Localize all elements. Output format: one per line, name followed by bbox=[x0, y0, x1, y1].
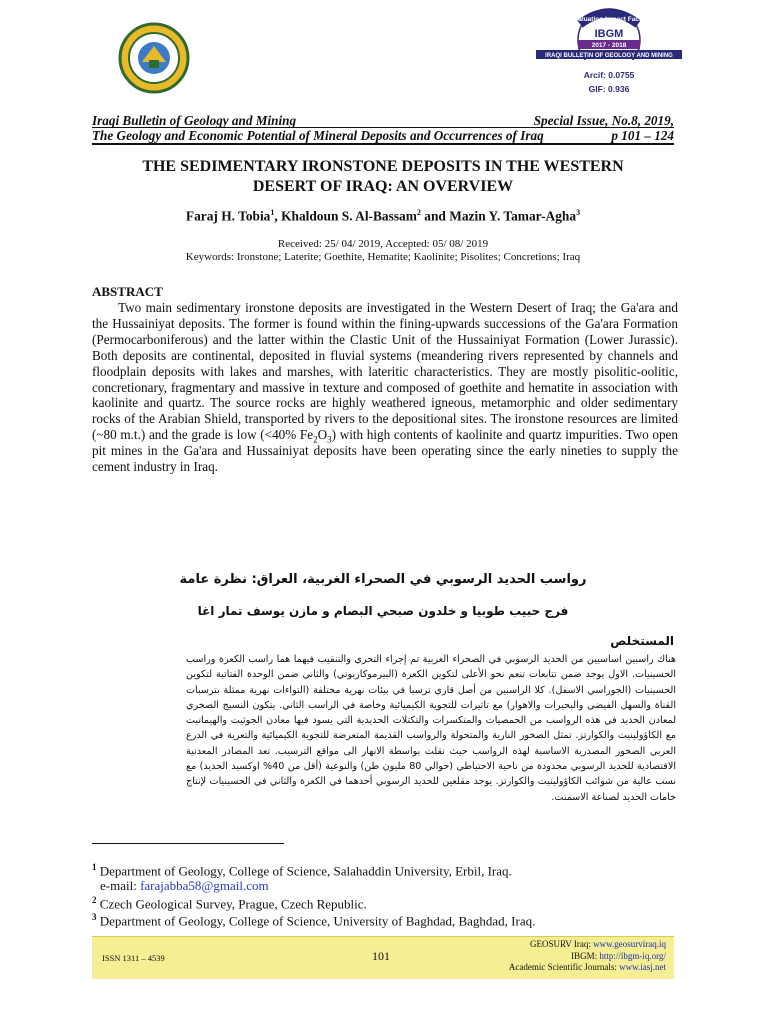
footnote-text: Department of Geology, College of Science, Salahaddin University, Erbil, Iraq. bbox=[99, 863, 512, 879]
author-name: Mazin Y. Tamar-Agha bbox=[449, 208, 577, 224]
footnote-1 bbox=[92, 862, 512, 879]
affiliation-mark: 1 bbox=[270, 208, 275, 217]
author-list bbox=[92, 208, 674, 224]
footnote-rule bbox=[92, 843, 284, 844]
page-footer bbox=[92, 936, 674, 979]
abstract-body bbox=[92, 300, 678, 475]
page-range: p 101 – 124 bbox=[611, 128, 674, 143]
issn: ISSN 1311 – 4539 bbox=[102, 953, 165, 963]
university-seal-logo bbox=[118, 22, 190, 94]
badge-name: IBGM bbox=[594, 28, 624, 40]
received-dates: Received: 25/ 04/ 2019, Accepted: 05/ 08/ 2019 bbox=[277, 238, 489, 250]
footer-link-row bbox=[509, 951, 666, 963]
arabic-authors: فرج حبيب طوبيا و خلدون صبحي البصام و مازن يوسف تمار اغا bbox=[197, 604, 569, 618]
email-label: e-mail: bbox=[100, 878, 141, 893]
formula-subscript-2: 2 bbox=[313, 434, 318, 445]
footer-links bbox=[509, 939, 666, 974]
iasj-link[interactable]: www.iasj.net bbox=[619, 962, 666, 972]
issue-info: Special Issue, No.8, 2019, bbox=[533, 113, 674, 128]
affiliation-mark: 2 bbox=[416, 208, 421, 217]
author-separator: , bbox=[274, 208, 282, 224]
title-line2: DESERT OF IRAQ: AN OVERVIEW bbox=[252, 178, 514, 195]
arabic-abstract-body: هناك راسبين اساسيين من الحديد الرسوبي في الصحراء الغربية تم إجراء التحري والتنقيب فيهما هما راسب الكعرة وراسب الحسينيات. الاول يوجد ضمن تتابعات تنعم نحو الأعلى لتكوين الكعرة (البيرموكاربوني) والثاني ضمن الوحدة الفتاتية لتكوين الحسينيات (الجوراسي الاسفل). كلا الراسبين من أصل قاري ترسبا في بيئات نهرية مختلفة (التواءات نهرية ممثلة بترسبات القناة والسهل الفيضي والبحيرات والاهوار) مع تاثيرات للتجوية الكيميائية وخاصة في الراسب الثاني. يتكون النسيج الصخري لمعادن الحديد في هذه الرواسب من الحمصيات والمتكسرات والتكتلات الحديدية التي يسود فيها معادن الجوثيت والهيماتيت مع الكاؤولينيت والكوارتز. تمثل الصخور النارية والمتحولة والرواسب القديمة المتعرضة للتجوية الكيميائية والتعرية في الدرع العربي الصخور المصدرية الاساسية لهذه الرواسب حيث نقلت بواسطة الانهار الى مواقع الترسيب. تعد المصادر المعدنية الاقتصادية للحديد الرسوبي محدودة من ناحية الاحتياطي (حوالي 80 مليون طن) والنوعية (أقل من 40% اوكسيد الحديد) مع نسب عالية من شوائب الكاؤولينيت والكوارتز. يوجد مقلعين للحديد الرسوبي أحدهما في الكعرة والثاني في الحسينيات لإنتاج خامات الحديد لصناعة الاسمنت. bbox=[186, 654, 676, 803]
author-separator: and bbox=[420, 208, 450, 224]
footnote-mark: 3 bbox=[92, 912, 97, 922]
title-line1: THE SEDIMENTARY IRONSTONE DEPOSITS IN THE WESTERN bbox=[142, 158, 624, 175]
series-title: The Geology and Economic Potential of Mineral Deposits and Occurrences of Iraq bbox=[92, 128, 544, 143]
page-number: 101 bbox=[372, 949, 390, 963]
journal-name: Iraqi Bulletin of Geology and Mining bbox=[92, 113, 297, 128]
abstract-heading: ABSTRACT bbox=[92, 284, 163, 299]
badge-journal: IRAQI BULLETIN OF GEOLOGY AND MINING bbox=[545, 53, 673, 59]
footnote-email bbox=[100, 878, 269, 894]
badge-arcif: Arcif: 0.0755 bbox=[583, 70, 635, 80]
keywords: Keywords: Ironstone; Laterite; Goethite, Hematite; Kaolinite; Pisolites; Concretions; Iraq bbox=[185, 251, 581, 263]
geosurv-link[interactable]: www.geosurviraq.iq bbox=[593, 939, 666, 949]
ibgm-link[interactable]: http://ibgm-iq.org/ bbox=[599, 950, 666, 961]
footnote-mark: 1 bbox=[92, 862, 97, 872]
formula-o: O bbox=[317, 427, 328, 443]
journal-header-line2 bbox=[92, 128, 674, 144]
abstract-text-part1: Two main sedimentary ironstone deposits are investigated in the Western Desert of Iraq; the Ga'ara and the Hussainiyat deposits. The former is found within the fining-upwards successions of the Ga'ara Formation (Permocarboniferous) and the latter within the Clastic Unit of the Hussainiyat Formation (Lower Jurassic). Both deposits are continental, deposited in fluvial systems (meandering rivers represented by channels and floodplain deposits with lakes and marshes, with lateritic characteristics. They are mostly pisolitic-oolitic, concretionary, fragmentary and massive in texture and composed of goethite and hematite in association with kaolinite and quartz. The source rocks are highly weathered igneous, metamorphic and older sedimentary rocks of the Arabian Shield, transported by rivers to the depositional sites. The ironstone resources are limited (~80 m.t.) and the grade is low (<40% bbox=[92, 300, 678, 443]
arabic-title: رواسب الحديد الرسوبي في الصحراء الغربية، العراق: نظرة عامة bbox=[179, 572, 587, 587]
link-label: GEOSURV Iraq: bbox=[529, 939, 594, 949]
footnote-mark: 2 bbox=[92, 895, 97, 905]
formula-subscript-3: 3 bbox=[327, 434, 332, 445]
abstract-text-part2: ) with high contents of kaolinite and quartz impurities. Two open pit mines in the Ga'ara and Hussainiyat deposits have been operating since the early nineties to supply the cement industry in Iraq. bbox=[92, 427, 678, 475]
link-label: Academic Scientific Journals: bbox=[508, 962, 620, 972]
footer-link-row bbox=[509, 962, 666, 974]
affiliation-mark: 3 bbox=[576, 208, 581, 217]
arabic-abstract-heading: المستخلص bbox=[610, 634, 674, 648]
formula-fe: Fe bbox=[299, 427, 314, 443]
email-link[interactable]: farajabba58@gmail.com bbox=[140, 878, 269, 893]
link-label: IBGM: bbox=[571, 950, 600, 961]
footer-link-row bbox=[509, 939, 666, 951]
author-name: Faraj H. Tobia bbox=[185, 208, 271, 224]
badge-gif: GIF: 0.936 bbox=[588, 84, 630, 94]
footnote-3 bbox=[92, 912, 535, 929]
author-name: Khaldoun S. Al-Bassam bbox=[281, 208, 417, 224]
badge-years: 2017 - 2018 bbox=[591, 42, 627, 49]
badge-line1: Evaluating Impact Factor bbox=[570, 16, 648, 23]
article-title bbox=[92, 157, 674, 197]
header-rule-thick bbox=[92, 143, 674, 145]
footnote-text: Czech Geological Survey, Prague, Czech Republic. bbox=[99, 896, 367, 912]
footnote-text: Department of Geology, College of Science, University of Baghdad, Baghdad, Iraq. bbox=[99, 913, 536, 929]
footnote-2 bbox=[92, 895, 367, 912]
impact-factor-badge bbox=[536, 0, 682, 114]
